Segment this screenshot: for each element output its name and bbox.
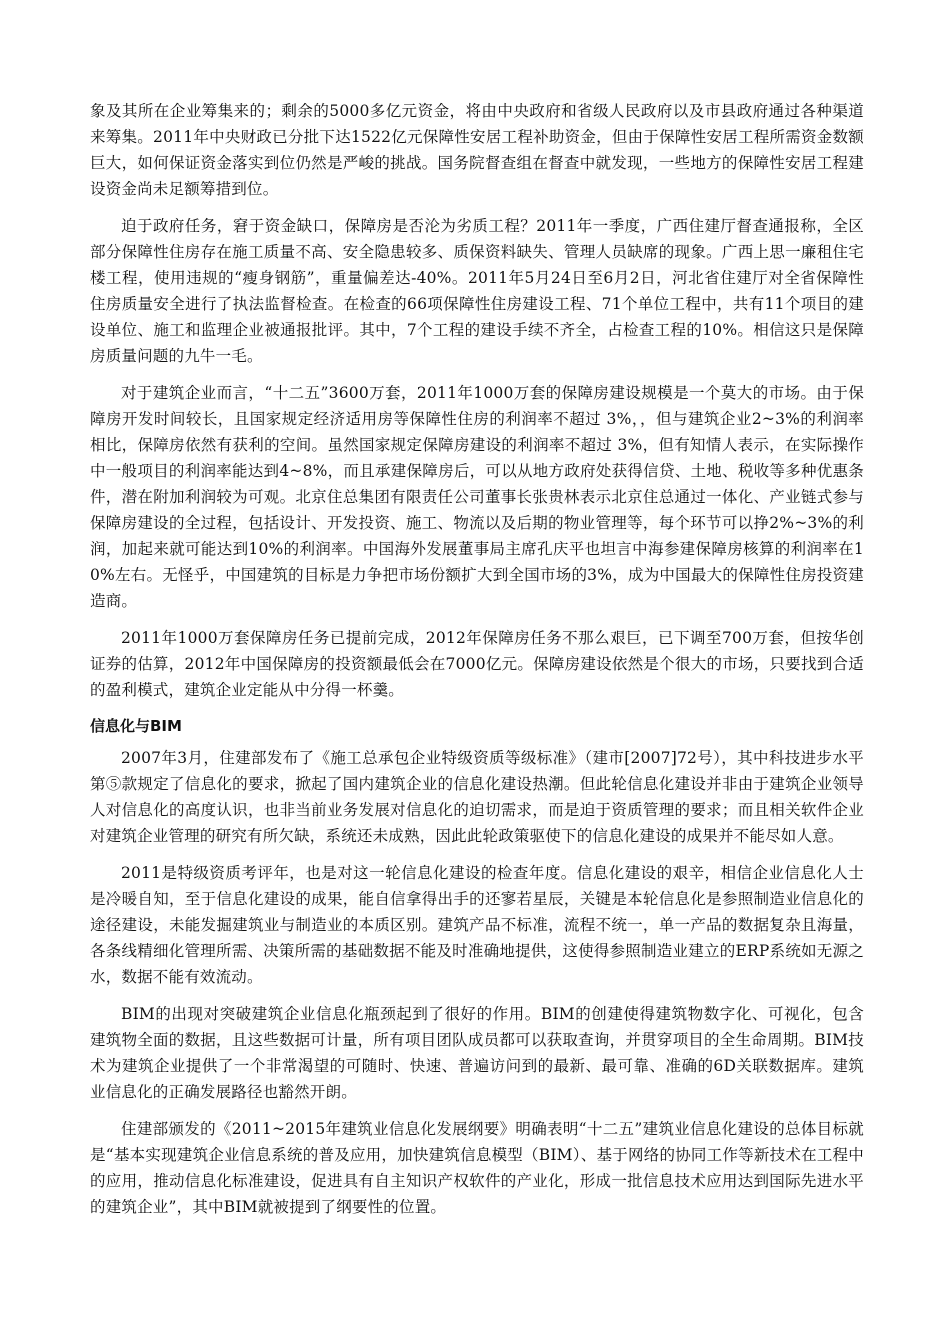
paragraph-2011-review: 2011是特级资质考评年，也是对这一轮信息化建设的检查年度。信息化建设的艰辛，相信企业信息化人士是冷暖自知，至于信息化建设的成果，能自信拿得出手的还寥若星辰，关键是本轮信息化是参照制造业信息化的途径建设，未能发掘建筑业与制造业的本质区别。建筑产品不标准，流程不统一，单一产品的数据复杂且海量，各条线精细化管理所需、决策所需的基础数据不能及时准确地提供，这使得参照制造业建立的ERP系统如无源之水，数据不能有效流动。 (90, 864, 864, 986)
section-heading-bim: 信息化与BIM (90, 717, 182, 735)
paragraph-2007-standard: 2007年3月，住建部发布了《施工总承包企业特级资质等级标准》（建市[2007]72号），其中科技进步水平第⑤款规定了信息化的要求，掀起了国内建筑企业的信息化建设热潮。但此轮信息化建设并非由于建筑企业领导人对信息化的高度认识，也非当前业务发展对信息化的迫切需求，而是迫于资质管理的要求；而且相关软件企业对建筑企业管理的研究有所欠缺，系统还未成熟，因此此轮政策驱使下的信息化建设的成果并不能尽如人意。 (90, 749, 864, 845)
paragraph-market-profit: 对于建筑企业而言，“十二五”3600万套，2011年1000万套的保障房建设规模是一个莫大的市场。由于保障房开发时间较长，且国家规定经济适用房等保障性住房的利润率不超过 3%，，但与建筑企业2~3%的利润率相比，保障房依然有获利的空间。虽然国家规定保障房建设的利润率不超过 3%，但有知情人表示，在实际操作中一般项目的利润率能达到4~8%，而且承建保障房后，可以从地方政府处获得信贷、土地、税收等多种优惠条件，潜在附加利润较为可观。北京住总集团有限责任公司董事长张贵林表示北京住总通过一体化、产业链式参与保障房建设的全过程，包括设计、开发投资、施工、物流以及后期的物业管理等，每个环节可以挣2%~3%的利润，加起来就可能达到10%的利润率。中国海外发展董事局主席孔庆平也坦言中海参建保障房核算的利润率在10%左右。无怪乎，中国建筑的目标是力争把市场份额扩大到全国市场的3%，成为中国最大的保障性住房投资建造商。 (90, 384, 864, 610)
paragraph-bim-role: BIM的出现对突破建筑企业信息化瓶颈起到了很好的作用。BIM的创建使得建筑物数字化、可视化，包含建筑物全面的数据，且这些数据可计量，所有项目团队成员都可以获取查询，并贯穿项目的全生命周期。BIM技术为建筑企业提供了一个非常渴望的可随时、快速、普遍访问到的最新、最可靠、准确的6D关联数据库。建筑业信息化的正确发展路径也豁然开朗。 (90, 1005, 864, 1101)
paragraph-continued: 象及其所在企业筹集来的；剩余的5000多亿元资金，将由中央政府和省级人民政府以及市县政府通过各种渠道来筹集。2011年中央财政已分批下达1522亿元保障性安居工程补助资金，但由于保障性安居工程所需资金数额巨大，如何保证资金落实到位仍然是严峻的挑战。国务院督查组在督查中就发现，一些地方的保障性安居工程建设资金尚未足额筹措到位。 (90, 102, 864, 198)
paragraph-outline-2011-2015: 住建部颁发的《2011~2015年建筑业信息化发展纲要》明确表明“十二五”建筑业信息化建设的总体目标就是“基本实现建筑企业信息系统的普及应用，加快建筑信息模型（BIM）、基于网络的协同工作等新技术在工程中的应用，推动信息化标准建设，促进具有自主知识产权软件的产业化，形成一批信息技术应用达到国际先进水平的建筑企业”，其中BIM就被提到了纲要性的位置。 (90, 1120, 864, 1216)
paragraph-2012-outlook: 2011年1000万套保障房任务已提前完成，2012年保障房任务不那么艰巨，已下调至700万套，但按华创证券的估算，2012年中国保障房的投资额最低会在7000亿元。保障房建设依然是个很大的市场，只要找到合适的盈利模式，建筑企业定能从中分得一杯羹。 (90, 629, 864, 699)
paragraph-quality-issues: 迫于政府任务，窘于资金缺口，保障房是否沦为劣质工程？2011年一季度，广西住建厅督查通报称，全区部分保障性住房存在施工质量不高、安全隐患较多、质保资料缺失、管理人员缺席的现象。广西上思一廉租住宅楼工程，使用违规的“瘦身钢筋”，重量偏差达-40%。2011年5月24日至6月2日，河北省住建厅对全省保障性住房质量安全进行了执法监督检查。在检查的66项保障性住房建设工程、71个单位工程中，共有11个项目的建设单位、施工和监理企业被通报批评。其中，7个工程的建设手续不齐全，占检查工程的10%。相信这只是保障房质量问题的九牛一毛。 (90, 217, 864, 365)
document-body (90, 98, 864, 1231)
